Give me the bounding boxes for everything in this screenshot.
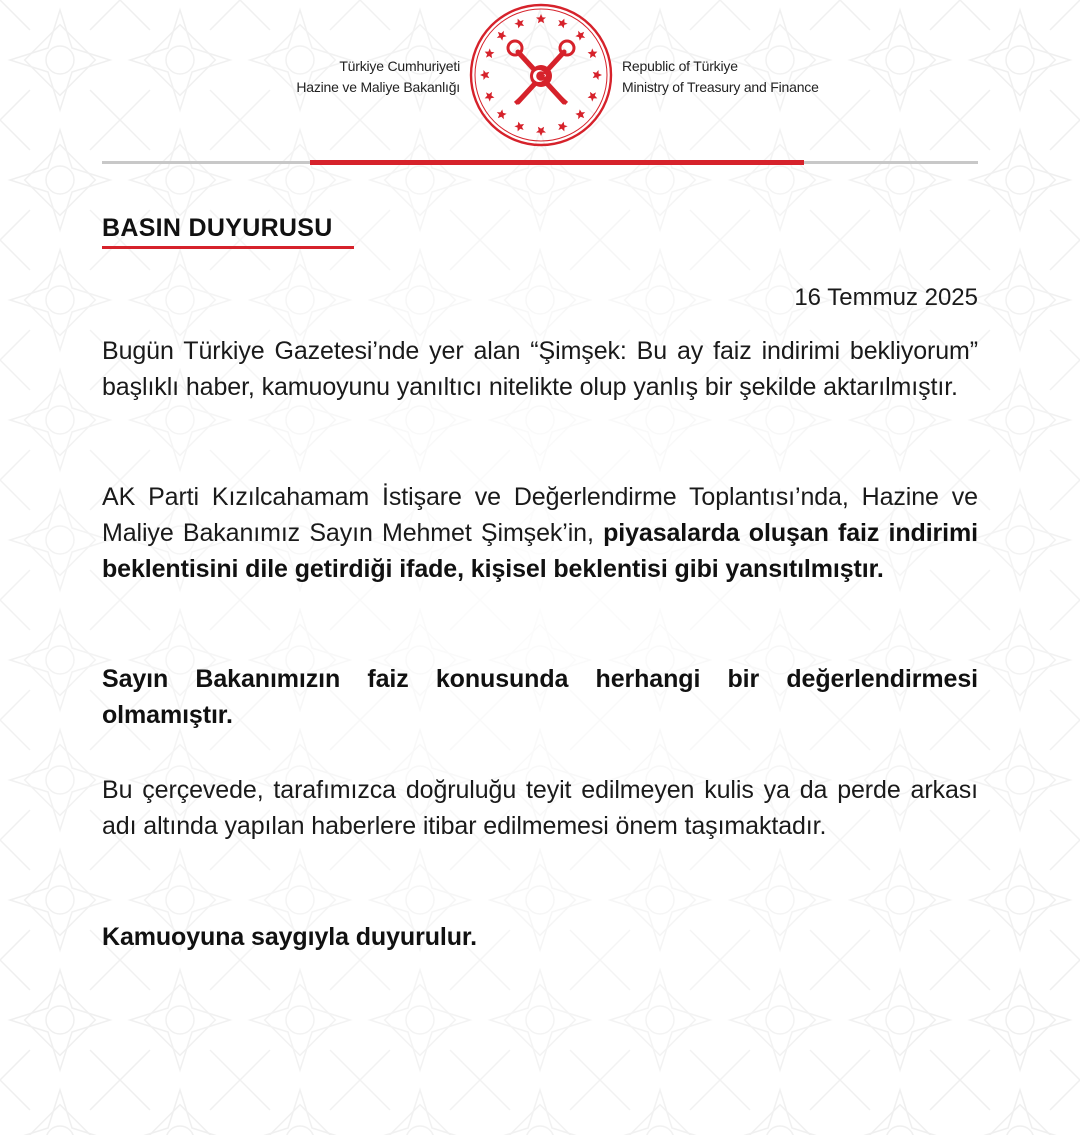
document-title: BASIN DUYURUSU (102, 214, 333, 242)
closing-statement: Kamuoyuna saygıyla duyurulur. (102, 923, 477, 951)
ministry-tr-line1: Türkiye Cumhuriyeti (339, 58, 460, 74)
paragraph-2 (102, 479, 978, 587)
paragraph-3: Sayın Bakanımızın faiz konusunda herhangi bir değerlendirmesi olmamıştır. (102, 665, 978, 729)
ministry-tr-line2: Hazine ve Maliye Bakanlığı (296, 79, 460, 95)
title-underline (102, 246, 354, 249)
ministry-name-english (622, 56, 819, 98)
ministry-en-line1: Republic of Türkiye (622, 58, 738, 74)
paragraph-1: Bugün Türkiye Gazetesi’nde yer alan “Şimşek: Bu ay faiz indirimi bekliyorum” başlıklı haber, kamuoyunu yanıltıcı nitelikte olup yanlış bir şekilde aktarılmıştır. (102, 337, 978, 401)
letterhead (0, 0, 1080, 170)
paragraph-2-normal: AK Parti Kızılcahamam İstişare ve Değerlendirme Toplantısı’nda, Hazine ve Maliye Bakanımız Sayın Mehmet Şimşek’in, (102, 483, 978, 547)
ministry-seal-icon (468, 2, 614, 148)
ministry-en-line2: Ministry of Treasury and Finance (622, 79, 819, 95)
ministry-name-turkish (296, 56, 460, 98)
paragraph-2-bold: piyasalarda oluşan faiz indirimi beklentisini dile getirdiği ifade, kişisel beklentisi gibi yansıtılmıştır. (102, 519, 978, 583)
document-date: 16 Temmuz 2025 (794, 284, 978, 311)
header-divider-accent (310, 160, 804, 165)
paragraph-4: Bu çerçevede, tarafımızca doğruluğu teyit edilmeyen kulis ya da perde arkası adı altında yapılan haberlere itibar edilmemesi önem taşımaktadır. (102, 776, 978, 840)
